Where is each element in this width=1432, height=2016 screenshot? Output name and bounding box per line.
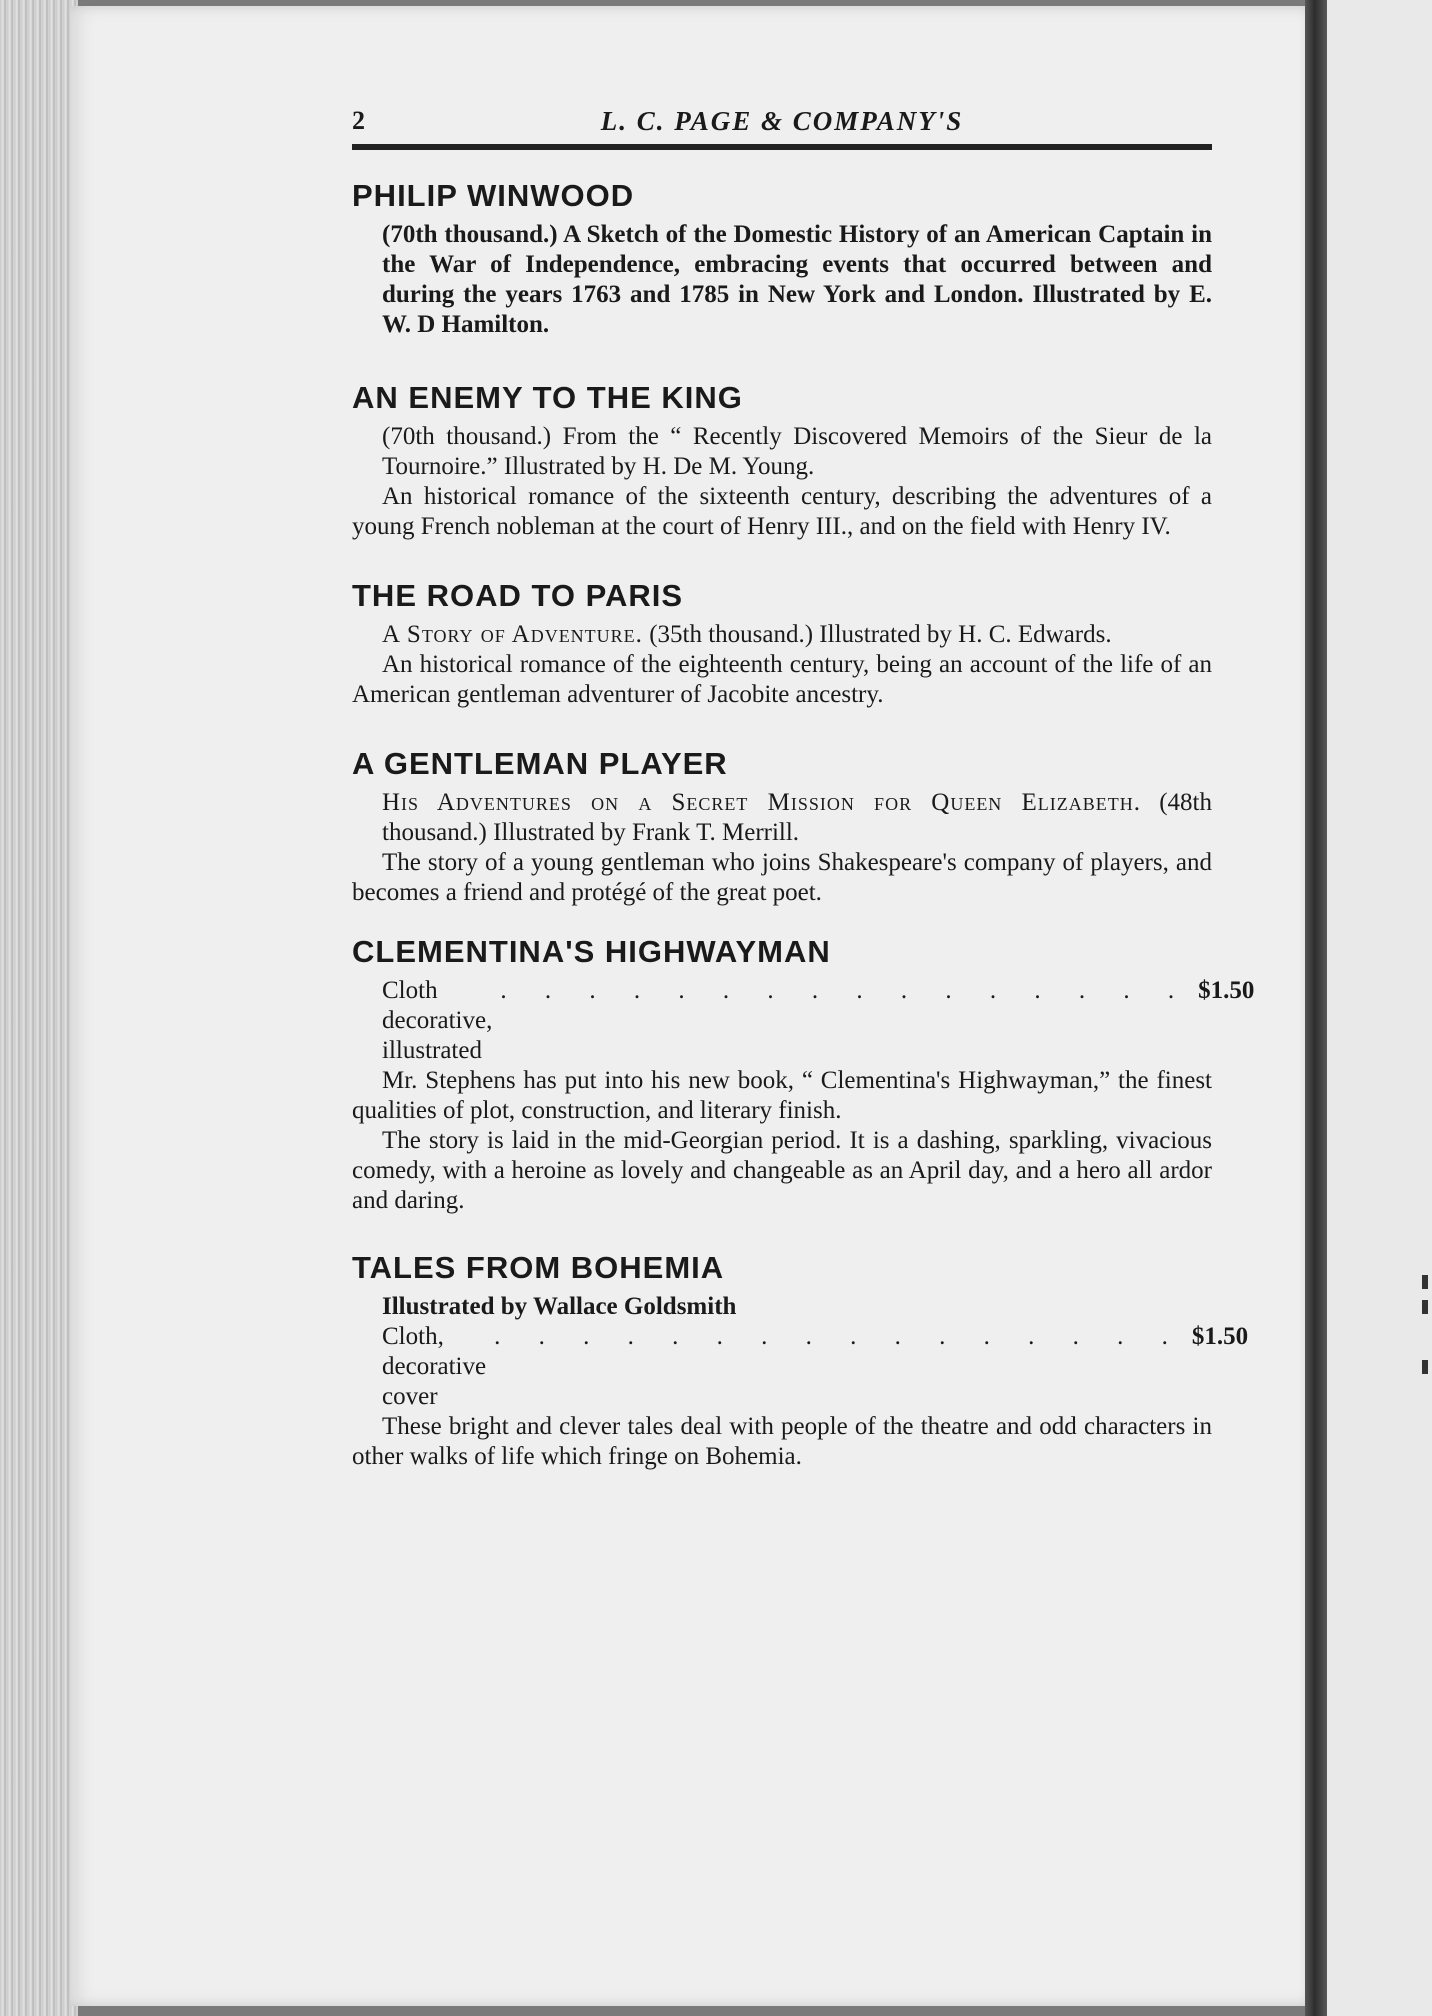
- entry-description: The story is laid in the mid-Georgian period. It is a dashing, sparkling, vivacious comedy, with a heroine as lovely and changeable as an April day, and a hero all ardor and daring.: [352, 1127, 1212, 1214]
- entry-description: An historical romance of the sixteenth century, describing the adventures of a young French nobleman at the court of Henry III., and on the field with Henry IV.: [352, 483, 1212, 540]
- entry-illustrator: Illustrated by Wallace Goldsmith: [382, 1293, 737, 1320]
- entry-edition-text: (35th thousand.) Illustrated by H. C. Edwards.: [649, 621, 1112, 648]
- entry-title: CLEMENTINA'S HIGHWAYMAN: [352, 934, 831, 969]
- page-header: [352, 100, 1212, 150]
- running-head: L. C. PAGE & COMPANY'S: [600, 106, 964, 136]
- facing-page: [1327, 0, 1432, 2016]
- facing-page-mark: [1422, 1275, 1428, 1289]
- page-number: 2: [352, 106, 365, 135]
- facing-page-mark: [1422, 1360, 1428, 1374]
- price-label: Cloth, decorative cover: [382, 1323, 487, 1410]
- entry-title: A GENTLEMAN PLAYER: [352, 746, 728, 781]
- price-label: Cloth decorative, illustrated: [382, 977, 493, 1064]
- entry-title: PHILIP WINWOOD: [352, 178, 635, 213]
- entry-edition: [352, 788, 1212, 848]
- entry-edition: [352, 620, 1212, 650]
- price: $1.50: [1198, 977, 1255, 1004]
- page-content: [352, 100, 1255, 1472]
- catalog-entry: [352, 934, 1255, 1216]
- catalog-entry: [352, 1250, 1249, 1472]
- catalog-entry: [352, 578, 1212, 710]
- entry-edition: (70th thousand.) From the “ Recently Discovered Memoirs of the Sieur de la Tournoire.” Illustrated by H. De M. Young.: [382, 423, 1212, 480]
- book-page-edges: [0, 0, 78, 2016]
- entry-subtitle: A Story of Adventure.: [382, 621, 643, 648]
- catalog-entry: [352, 178, 1212, 340]
- entry-description: (70th thousand.) A Sketch of the Domestic History of an American Captain in the War of Independence, embracing events that occurred between and during the years 1763 and 1785 in New York and London. Illustrated by E. W. D Hamilton.: [382, 221, 1212, 338]
- dot-leader: . . . . . . . . . . . . . . . .: [500, 977, 1191, 1004]
- entry-description: Mr. Stephens has put into his new book, “ Clementina's Highwayman,” the finest qualities of plot, construction, and literary finish.: [352, 1067, 1212, 1124]
- entry-title: THE ROAD TO PARIS: [352, 578, 684, 613]
- entry-subtitle: His Adventures on a Secret Mission for Queen Elizabeth.: [382, 789, 1142, 816]
- entry-title: AN ENEMY TO THE KING: [352, 380, 743, 415]
- dot-leader: . . . . . . . . . . . . . . . .: [494, 1323, 1184, 1350]
- entry-edition-text: (48th thousand.) Illustrated by Frank T. Merrill.: [382, 789, 1212, 846]
- entry-description: The story of a young gentleman who joins Shakespeare's company of players, and becomes a friend and protégé of the great poet.: [352, 849, 1212, 906]
- catalog-entry: [352, 380, 1212, 542]
- price-line: [352, 1322, 1249, 1412]
- book-gutter: [1305, 0, 1327, 2016]
- facing-page-mark: [1422, 1300, 1428, 1314]
- catalog-entry: [352, 746, 1212, 908]
- price-line: [352, 976, 1255, 1066]
- entry-description: An historical romance of the eighteenth century, being an account of the life of an American gentleman adventurer of Jacobite ancestry.: [352, 651, 1212, 708]
- price: $1.50: [1191, 1323, 1249, 1350]
- entry-description: These bright and clever tales deal with people of the theatre and odd characters in other walks of life which fringe on Bohemia.: [352, 1413, 1212, 1470]
- entry-title: TALES FROM BOHEMIA: [352, 1250, 725, 1285]
